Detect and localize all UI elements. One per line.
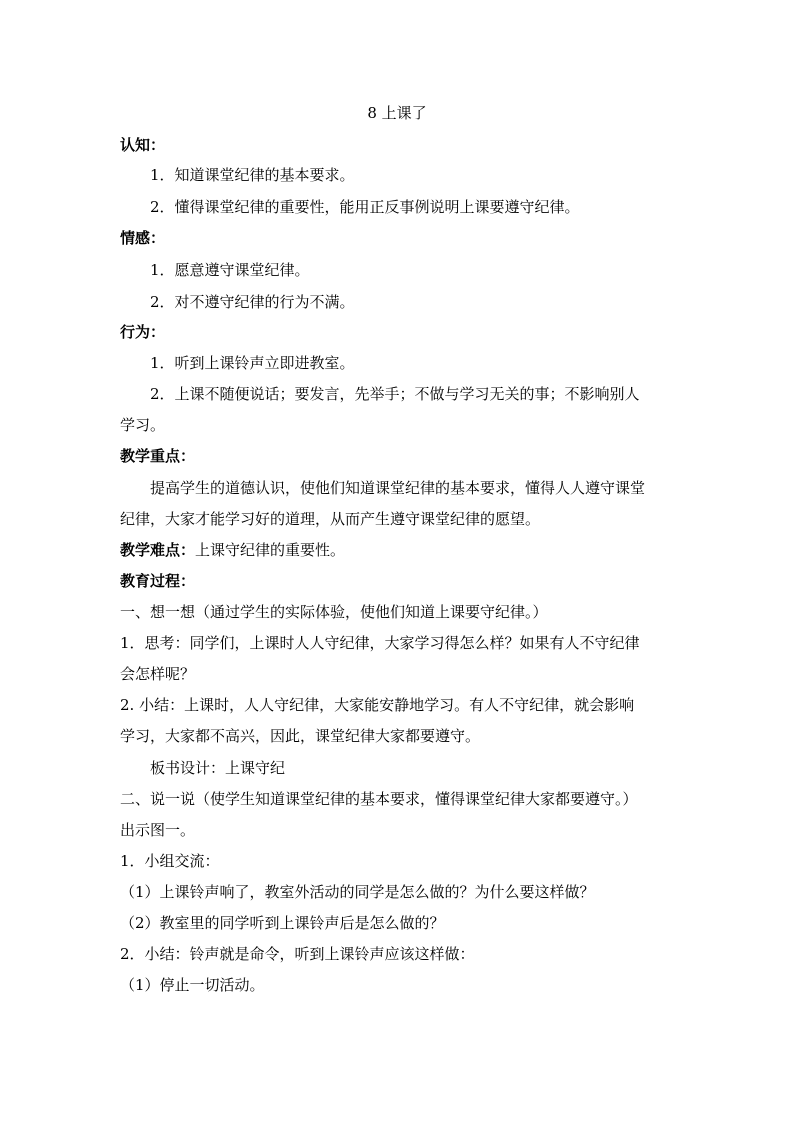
text-line: （1）停止一切活动。 (120, 976, 265, 994)
text-line: （2）教室里的同学听到上课铃声后是怎么做的？ (120, 914, 445, 932)
text-line: 2．对不遵守纪律的行为不满。 (150, 293, 355, 311)
text-line: 学习。 (120, 416, 166, 434)
section-heading-process: 教育过程： (120, 572, 196, 590)
text-line: 学习，大家都不高兴，因此，课堂纪律大家都要遵守。 (120, 727, 481, 745)
text-line: 会怎样呢？ (120, 665, 196, 683)
text-line: 二、说一说（使学生知道课堂纪律的基本要求，懂得课堂纪律大家都要遵守。） (120, 790, 638, 808)
text-line: 1．听到上课铃声立即进教室。 (150, 354, 355, 372)
text-line: 出示图一。 (120, 821, 196, 839)
text-line: 1．愿意遵守课堂纪律。 (150, 261, 310, 279)
text-line: 1．思考：同学们，上课时人人守纪律，大家学习得怎么样？如果有人不守纪律 (120, 634, 640, 652)
text-line: 1．小组交流： (120, 852, 220, 870)
section-heading-difficulty: 教学难点： (120, 541, 196, 559)
difficulty-line (120, 540, 680, 560)
text-line: 板书设计：上课守纪 (150, 759, 286, 777)
text-line: （1）上课铃声响了，教室外活动的同学是怎么做的？为什么要这样做？ (120, 883, 595, 901)
text-line: 纪律，大家才能学习好的道理，从而产生遵守课堂纪律的愿望。 (120, 510, 541, 528)
section-heading-key-points: 教学重点： (120, 447, 196, 465)
section-heading-cognition: 认知： (120, 136, 166, 154)
page-title: 8 上课了 (367, 104, 427, 122)
text-line: 2．上课不随便说话；要发言，先举手；不做与学习无关的事；不影响别人 (150, 385, 640, 403)
section-heading-behavior: 行为： (120, 323, 166, 341)
text-line: 一、想一想（通过学生的实际体验，使他们知道上课要守纪律。） (120, 603, 548, 621)
section-heading-emotion: 情感： (120, 229, 166, 247)
text-line: 1．知道课堂纪律的基本要求。 (150, 166, 355, 184)
difficulty-text: 上课守纪律的重要性。 (195, 541, 346, 559)
text-line: 2．懂得课堂纪律的重要性，能用正反事例说明上课要遵守纪律。 (150, 198, 580, 216)
text-line: 2. 小结：上课时，人人守纪律，大家能安静地学习。有人不守纪律，就会影响 (120, 696, 635, 714)
text-line: 2．小结：铃声就是命令，听到上课铃声应该这样做： (120, 945, 475, 963)
text-line: 提高学生的道德认识，使他们知道课堂纪律的基本要求，懂得人人遵守课堂 (150, 479, 646, 497)
